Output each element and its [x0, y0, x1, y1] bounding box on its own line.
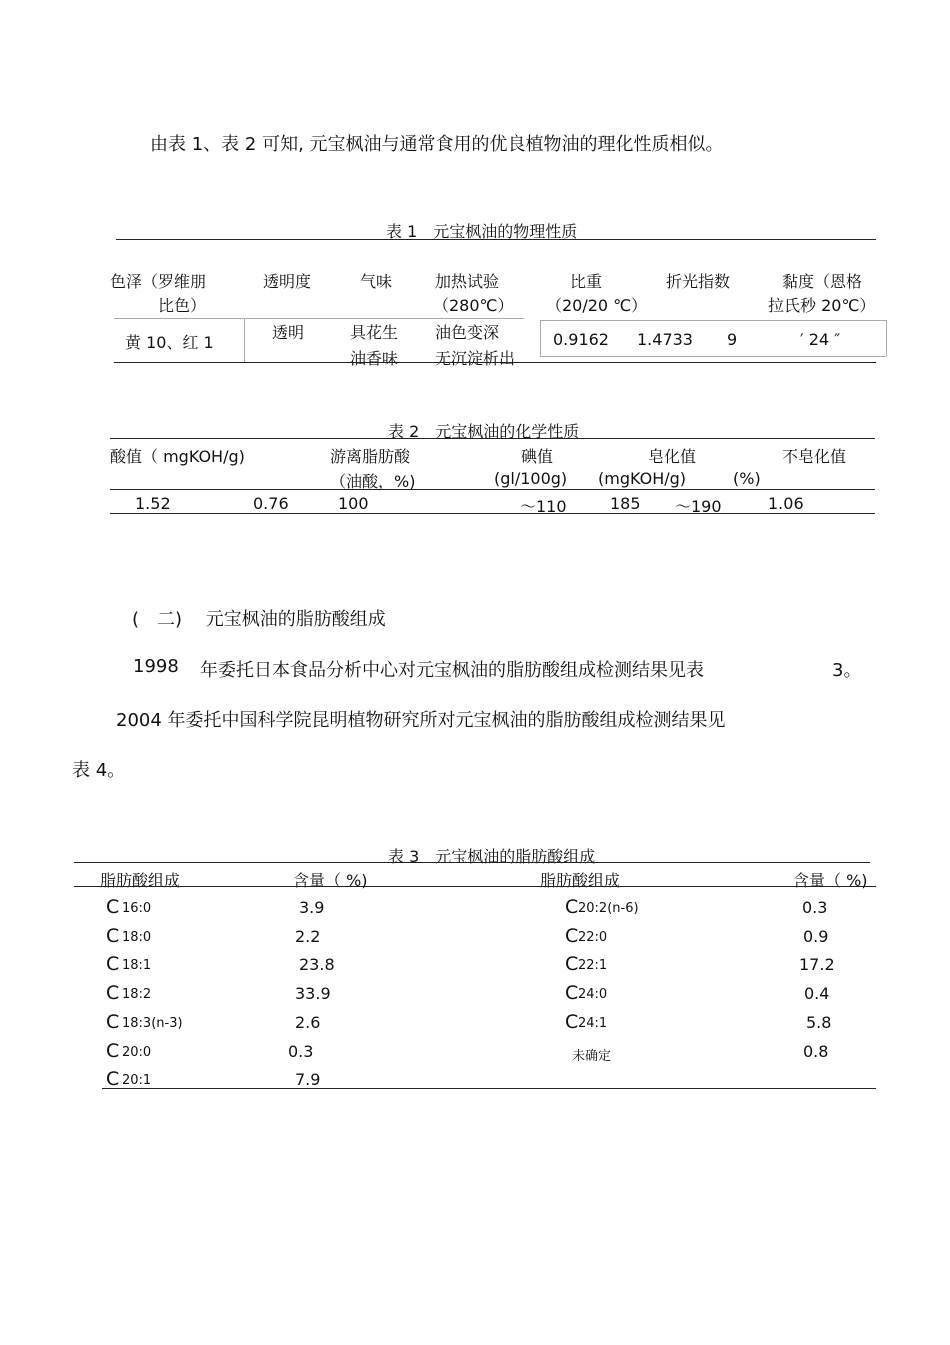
t2-cell-5: 185: [610, 494, 641, 513]
para2: 2004 年委托中国科学院昆明植物研究所对元宝枫油的脂肪酸组成检测结果见: [116, 710, 726, 731]
fatty-acid-chain: 18:2: [122, 987, 152, 1003]
t2-cell-3: 100: [338, 494, 369, 513]
fatty-acid-chain: 20:0: [122, 1044, 152, 1060]
fatty-acid-content: 33.9: [295, 984, 331, 1004]
table3-bottom-rule: [102, 1088, 876, 1089]
t1-cell-visc-sec: ′ 24 ″: [800, 330, 841, 349]
table3-caption: 表 3 元宝枫油的脂肪酸组成: [388, 847, 596, 866]
fatty-acid-chain: 20:1: [122, 1073, 152, 1089]
t2-header-sap-2: (mgKOH/g): [598, 469, 687, 488]
table2-caption: 表 2 元宝枫油的化学性质: [388, 422, 580, 441]
t1-header-sg-2: （20/20 ℃）: [546, 296, 648, 315]
t2-cell-2: 0.76: [253, 494, 289, 513]
fatty-acid-chain: 18:0: [122, 929, 152, 945]
t3-header-content-right: 含量（ %): [793, 871, 868, 890]
t3-header-acid-right: 脂肪酸组成: [540, 871, 621, 890]
t2-header-pct: (%): [733, 469, 761, 488]
fatty-acid-content: 0.3: [802, 898, 828, 917]
t1-row-top-rule-left: [114, 318, 524, 319]
fatty-acid-chain: 16:0: [122, 901, 152, 916]
table3-mid-rule: [74, 886, 876, 887]
t1-cell-odor-2: 油香味: [350, 349, 399, 368]
fatty-acid-unidentified: 未确定: [572, 1048, 612, 1064]
t2-cell-6: ～190: [675, 497, 722, 516]
t2-cell-1: 1.52: [135, 494, 171, 513]
t1-cell-odor-1: 具花生: [350, 323, 399, 342]
para1-text: 年委托日本食品分析中心对元宝枫油的脂肪酸组成检测结果见表: [200, 660, 704, 681]
t1-divider-2: [540, 320, 541, 356]
t2-header-ffa-2: （油酸，%): [330, 472, 416, 491]
fatty-acid-content: 3.9: [299, 898, 325, 917]
fatty-acid-carbon: C: [565, 1010, 579, 1033]
t1-cell-color: 黄 10、红 1: [125, 333, 214, 352]
para3: 表 4。: [72, 760, 126, 781]
fatty-acid-content: 5.8: [806, 1012, 832, 1032]
t1-cell-clarity: 透明: [272, 323, 305, 342]
fatty-acid-content: 0.8: [803, 1041, 829, 1061]
section-heading: ( 二) 元宝枫油的脂肪酸组成: [132, 609, 386, 630]
t1-row-top-rule-right: [540, 320, 886, 321]
fatty-acid-carbon: C: [106, 924, 120, 947]
table1-caption: 表 1 元宝枫油的物理性质: [386, 222, 578, 241]
fatty-acid-chain: 20:2(n-6): [578, 901, 639, 916]
t2-header-iodine-2: (gl/100g): [494, 469, 568, 488]
fatty-acid-chain: 24:0: [578, 987, 608, 1003]
t1-header-visc-1: 黏度（恩格: [782, 272, 863, 291]
t1-divider-1: [244, 318, 245, 362]
fatty-acid-carbon: C: [106, 953, 120, 976]
fatty-acid-content: 23.8: [299, 955, 335, 975]
t1-header-heat-2: （280℃）: [433, 296, 514, 315]
t1-divider-3: [886, 320, 887, 356]
t1-header-sg-1: 比重: [570, 272, 603, 291]
fatty-acid-carbon: C: [565, 924, 579, 947]
fatty-acid-carbon: C: [565, 953, 579, 976]
t1-cell-visc-min: 9: [727, 330, 738, 349]
t2-header-acid: 酸值（ mgKOH/g): [110, 447, 245, 466]
t1-cell-heat-1: 油色变深: [435, 323, 500, 342]
fatty-acid-chain: 22:1: [578, 958, 608, 974]
table2-bottom-rule: [110, 513, 875, 514]
fatty-acid-content: 7.9: [295, 1070, 321, 1090]
t2-header-ffa-1: 游离脂肪酸: [330, 447, 411, 466]
t2-header-iodine-1: 碘值: [521, 447, 554, 466]
fatty-acid-carbon: C: [106, 1068, 120, 1091]
t2-cell-7: 1.06: [768, 494, 804, 513]
t1-row-inner-bottom: [540, 356, 886, 357]
t2-cell-4: ～110: [520, 497, 567, 516]
t1-header-color-1: 色泽（罗维朋: [110, 272, 207, 291]
t3-header-content-left: 含量（ %): [293, 871, 368, 890]
fatty-acid-content: 17.2: [799, 955, 835, 975]
t2-header-sap-1: 皂化值: [648, 447, 697, 466]
t1-cell-sg: 0.9162: [553, 330, 609, 349]
intro-paragraph: 由表 1、表 2 可知, 元宝枫油与通常食用的优良植物油的理化性质相似。: [150, 134, 724, 155]
para1-year: 1998: [133, 656, 179, 677]
table2-top-rule: [110, 438, 875, 439]
fatty-acid-content: 0.3: [288, 1041, 314, 1061]
fatty-acid-carbon: C: [565, 896, 579, 918]
fatty-acid-chain: 22:0: [578, 929, 608, 945]
fatty-acid-chain: 18:3(n-3): [122, 1015, 183, 1031]
t2-header-unsap: 不皂化值: [782, 447, 847, 466]
fatty-acid-carbon: C: [106, 982, 120, 1005]
fatty-acid-content: 0.9: [803, 926, 829, 946]
t1-header-visc-2: 拉氏秒 20℃）: [768, 296, 876, 315]
t1-header-color-2: 比色）: [158, 296, 207, 315]
fatty-acid-carbon: C: [106, 1010, 120, 1033]
fatty-acid-content: 0.4: [804, 984, 830, 1004]
t1-header-odor: 气味: [360, 272, 393, 291]
t1-header-clarity: 透明度: [263, 272, 312, 291]
para1-end: 3。: [832, 660, 862, 681]
fatty-acid-content: 2.6: [295, 1012, 321, 1032]
fatty-acid-chain: 24:1: [578, 1015, 608, 1031]
t1-cell-heat-2: 无沉淀析出: [435, 349, 516, 368]
fatty-acid-carbon: C: [565, 982, 579, 1005]
table1-top-rule: [116, 239, 876, 240]
t1-header-ri: 折光指数: [666, 272, 731, 291]
table2-mid-rule: [110, 489, 875, 490]
t1-cell-ri: 1.4733: [637, 330, 693, 349]
fatty-acid-carbon: C: [106, 1039, 120, 1062]
fatty-acid-chain: 18:1: [122, 958, 152, 974]
t1-header-heat-1: 加热试验: [435, 272, 500, 291]
fatty-acid-carbon: C: [106, 896, 120, 918]
fatty-acid-content: 2.2: [295, 926, 321, 946]
table1-bottom-rule: [114, 362, 876, 363]
table3-top-rule: [74, 862, 870, 863]
t3-header-acid-left: 脂肪酸组成: [100, 871, 181, 890]
